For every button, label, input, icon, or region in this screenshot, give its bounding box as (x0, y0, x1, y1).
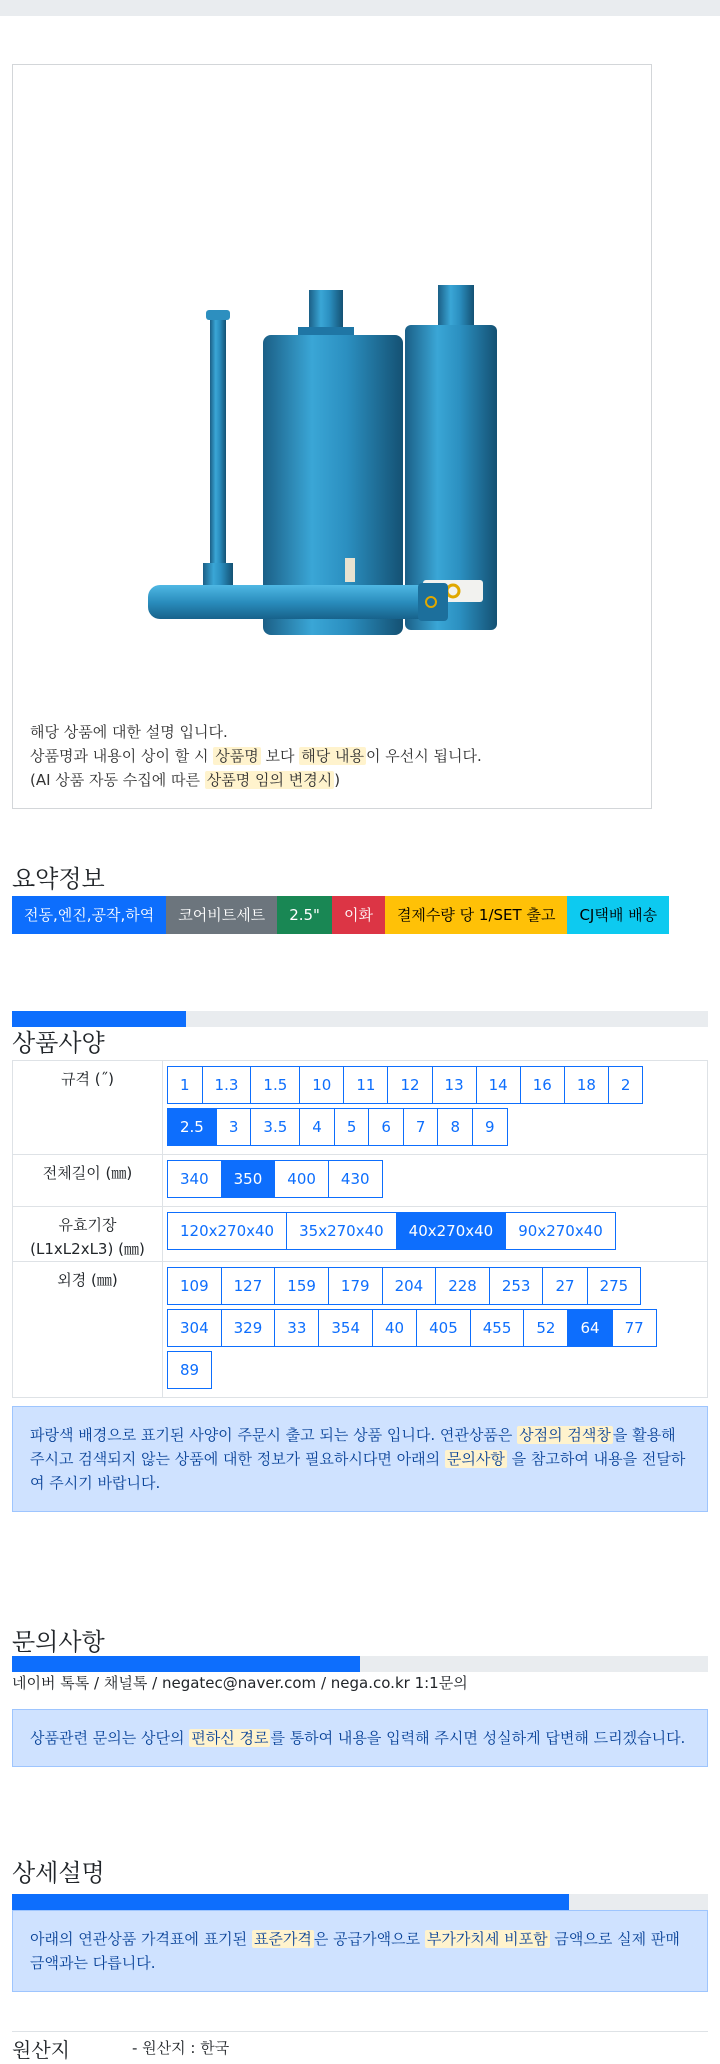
highlight-search-box: 상점의 검색창 (519, 1426, 611, 1444)
spec-options (163, 1207, 707, 1258)
spec-option-button[interactable]: 35x270x40 (286, 1212, 397, 1250)
highlight-route: 편하신 경로 (191, 1729, 269, 1747)
contact-naver-talk[interactable]: 네이버 톡톡 (12, 1674, 90, 1692)
highlight-name-change: 상품명 임의 변경시 (206, 771, 333, 789)
spec-option-button[interactable]: 10 (299, 1066, 344, 1104)
spec-label: 외경 (㎜) (13, 1262, 163, 1398)
description-text: 이 우선시 됩니다. (365, 747, 482, 765)
description-line-3 (30, 768, 482, 792)
spec-option-button[interactable]: 64 (567, 1309, 612, 1347)
detail-progress-fill (12, 1894, 569, 1910)
spec-option-button[interactable]: 16 (520, 1066, 565, 1104)
description-text: 보다 (260, 747, 300, 765)
detail-title: 상세설명 (12, 1859, 105, 1887)
spec-option-button[interactable]: 329 (221, 1309, 276, 1347)
origin-label: 원산지 (12, 2038, 70, 2062)
spec-label: 규격 (˝) (13, 1061, 163, 1155)
spec-row-size (13, 1061, 708, 1155)
spec-options-cell (163, 1061, 708, 1155)
contact-separator: / (94, 1674, 100, 1692)
spec-option-button[interactable]: 9 (472, 1108, 508, 1146)
spec-options-cell (163, 1155, 708, 1207)
spec-option-button[interactable]: 11 (343, 1066, 388, 1104)
spec-option-button[interactable]: 89 (167, 1351, 212, 1389)
badge-quantity: 결제수량 당 1/SET 출고 (385, 896, 568, 934)
spec-option-button[interactable]: 304 (167, 1309, 222, 1347)
contact-channel-talk[interactable]: 채널톡 (103, 1674, 148, 1692)
inquiry-notice (12, 1709, 708, 1767)
spec-option-button[interactable]: 40x270x40 (396, 1212, 507, 1250)
spec-option-button[interactable]: 354 (318, 1309, 373, 1347)
notice-text: 를 통하여 내용을 입력해 주시면 성실하게 답변해 드리겠습니다. (270, 1729, 686, 1747)
contact-separator: / (152, 1674, 158, 1692)
spec-option-button[interactable]: 159 (274, 1267, 329, 1305)
origin-divider (12, 2031, 708, 2032)
notice-text: 금액으로 실제 판매금액과는 다릅니다. (30, 1930, 680, 1972)
spec-option-button[interactable]: 40 (372, 1309, 417, 1347)
spec-option-button[interactable]: 340 (167, 1160, 222, 1198)
spec-option-button[interactable]: 1.5 (250, 1066, 300, 1104)
spec-progress-bar (12, 1011, 708, 1027)
notice-text: 을 활용해 주시고 검색되지 않는 상품에 대한 정보가 필요하시다면 아래의 (30, 1426, 676, 1468)
spec-row-effective-length (13, 1207, 708, 1262)
spec-option-button[interactable]: 18 (564, 1066, 609, 1104)
spec-option-button[interactable]: 400 (274, 1160, 329, 1198)
spec-options (163, 1262, 707, 1397)
spec-option-button[interactable]: 27 (542, 1267, 587, 1305)
description-line-1: 해당 상품에 대한 설명 입니다. (30, 723, 228, 741)
spec-option-button[interactable]: 228 (435, 1267, 490, 1305)
spec-table (12, 1060, 708, 1398)
contact-separator: / (320, 1674, 327, 1692)
spec-notice (12, 1406, 708, 1512)
inquiry-title: 문의사항 (12, 1628, 105, 1656)
spec-option-button[interactable]: 33 (274, 1309, 319, 1347)
spec-options (163, 1061, 707, 1154)
spec-option-button[interactable]: 179 (328, 1267, 383, 1305)
product-description (30, 720, 482, 792)
highlight-inquiry: 문의사항 (446, 1450, 505, 1468)
spec-option-button[interactable]: 14 (476, 1066, 521, 1104)
notice-text: 아래의 연관상품 가격표에 표기된 (30, 1930, 252, 1948)
spec-label: 전체길이 (㎜) (13, 1155, 163, 1207)
highlight-product-name: 상품명 (215, 747, 259, 765)
highlight-content: 해당 내용 (301, 747, 364, 765)
spec-options-cell (163, 1207, 708, 1262)
top-bar (0, 0, 720, 16)
badge-shipping: CJ택배 배송 (567, 896, 669, 934)
spec-option-button[interactable]: 275 (587, 1267, 642, 1305)
notice-text: 상품관련 문의는 상단의 (30, 1729, 190, 1747)
spec-option-button[interactable]: 204 (382, 1267, 437, 1305)
spec-option-button[interactable]: 120x270x40 (167, 1212, 287, 1250)
product-card (12, 64, 652, 809)
inquiry-progress-bar (12, 1656, 708, 1672)
highlight-standard-price: 표준가격 (253, 1930, 312, 1948)
spec-option-button[interactable]: 77 (612, 1309, 657, 1347)
spec-option-button[interactable]: 109 (167, 1267, 222, 1305)
spec-option-button[interactable]: 12 (387, 1066, 432, 1104)
spec-option-button[interactable]: 1.3 (202, 1066, 252, 1104)
product-image (13, 145, 653, 665)
description-line-2 (30, 744, 482, 768)
detail-notice (12, 1910, 708, 1992)
horizontal-core-bit (148, 585, 438, 619)
spec-option-button[interactable]: 350 (221, 1160, 276, 1198)
badge-brand: 이화 (332, 896, 385, 934)
spec-option-button[interactable]: 4 (299, 1108, 335, 1146)
spec-label: 유효기장 (L1xL2xL3) (㎜) (13, 1207, 163, 1262)
spec-option-button[interactable]: 430 (328, 1160, 383, 1198)
spec-row-outer-diameter (13, 1262, 708, 1398)
badge-product-type: 코어비트세트 (166, 896, 277, 934)
spec-option-button[interactable]: 8 (437, 1108, 473, 1146)
description-text: 상품명과 내용이 상이 할 시 (30, 747, 214, 765)
highlight-vat-excluded: 부가가치세 비포함 (426, 1930, 548, 1948)
spec-option-button[interactable]: 52 (523, 1309, 568, 1347)
inquiry-progress-fill (12, 1656, 360, 1672)
summary-badges (12, 896, 669, 934)
notice-text: 을 참고하여 내용을 전달하여 주시기 바랍니다. (30, 1450, 686, 1492)
origin-value: - 원산지 : 한국 (132, 2039, 230, 2057)
large-core-bit (309, 290, 343, 330)
notice-text: 파랑색 배경으로 표기된 사양이 주문시 출고 되는 상품 입니다. 연관상품은 (30, 1426, 518, 1444)
spec-option-button[interactable]: 455 (470, 1309, 525, 1347)
description-text: (AI 상품 자동 수집에 따른 (30, 771, 205, 789)
spec-option-button[interactable]: 3.5 (250, 1108, 300, 1146)
spec-options (163, 1155, 707, 1206)
spec-option-button[interactable]: 1 (167, 1066, 203, 1104)
spec-option-button[interactable]: 127 (221, 1267, 276, 1305)
spec-option-button[interactable]: 5 (334, 1108, 370, 1146)
spec-title: 상품사양 (12, 1029, 105, 1057)
spec-option-button[interactable]: 2.5 (167, 1108, 217, 1146)
spec-option-button[interactable]: 3 (216, 1108, 252, 1146)
spec-options-cell (163, 1262, 708, 1398)
summary-title: 요약정보 (12, 865, 105, 893)
badge-category: 전동,엔진,공작,하역 (12, 896, 166, 934)
spec-option-button[interactable]: 13 (432, 1066, 477, 1104)
contact-email[interactable]: negatec@naver.com (161, 1674, 317, 1692)
spec-option-button[interactable]: 253 (489, 1267, 544, 1305)
notice-text: 은 공급가액으로 (313, 1930, 425, 1948)
badge-size: 2.5" (277, 896, 332, 934)
detail-progress-bar (12, 1894, 708, 1910)
spec-option-button[interactable]: 90x270x40 (505, 1212, 616, 1250)
small-core-bit (210, 315, 226, 565)
spec-option-button[interactable]: 6 (368, 1108, 404, 1146)
description-text: ) (334, 771, 341, 789)
contact-links (12, 1672, 468, 1693)
spec-option-button[interactable]: 7 (403, 1108, 439, 1146)
spec-option-button[interactable]: 405 (416, 1309, 471, 1347)
spec-row-total-length (13, 1155, 708, 1207)
medium-core-bit (438, 285, 474, 325)
contact-website-inquiry[interactable]: nega.co.kr 1:1문의 (330, 1674, 468, 1692)
spec-option-button[interactable]: 2 (608, 1066, 644, 1104)
